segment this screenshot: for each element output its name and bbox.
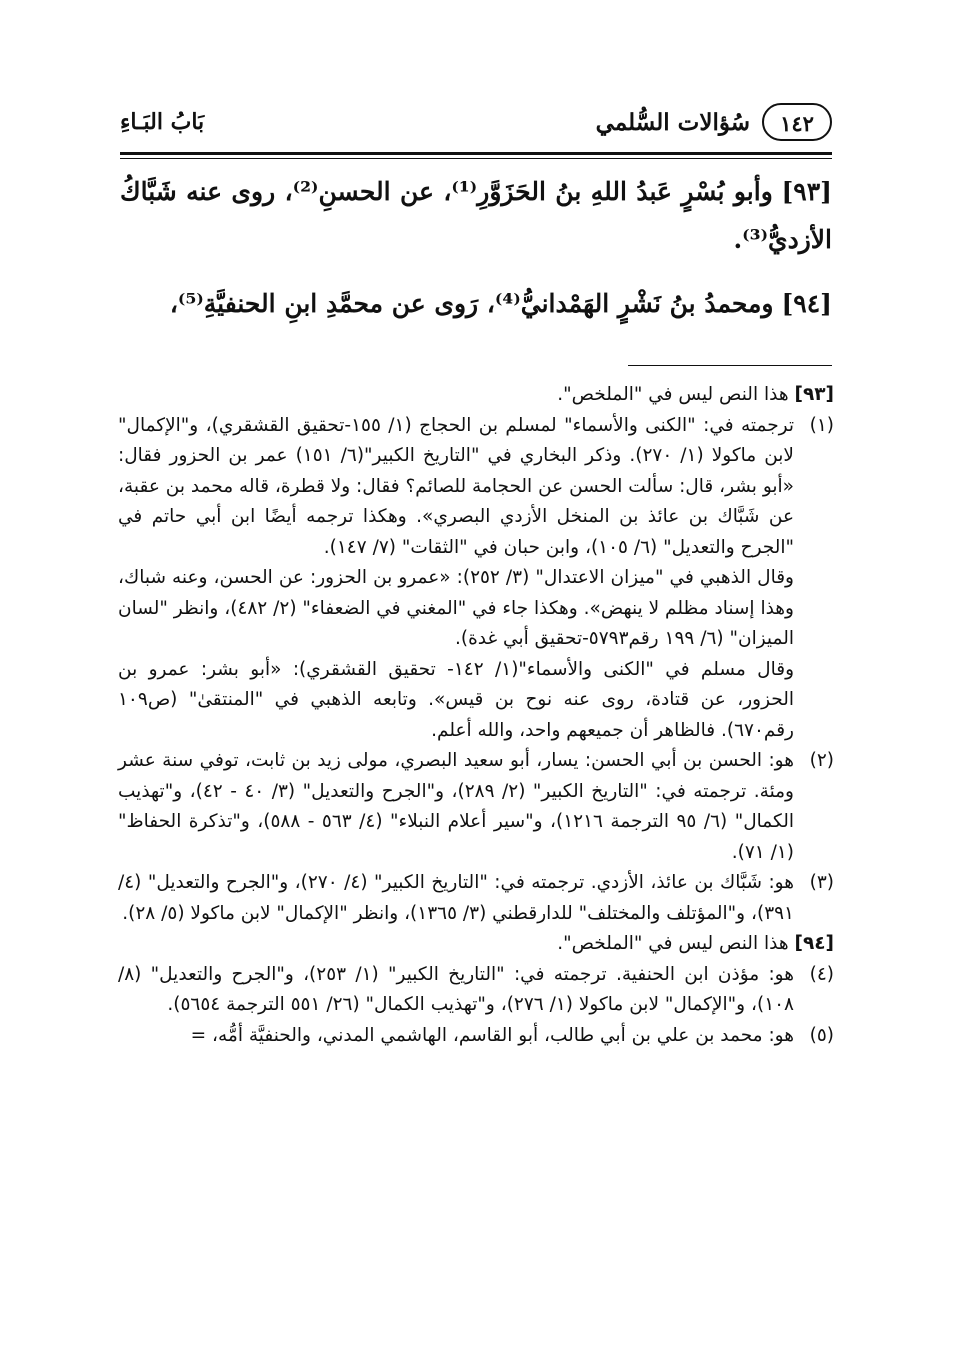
entry-text: وأبو بُسْرٍ عَبدُ اللهِ بنُ الحَزَوَّرِ⁽¹⁾، عن الحسنِ⁽²⁾، روى عنه شَبَّاكُ الأزديُّ⁽³⁾.: [120, 177, 832, 254]
footnote-body: [118, 868, 794, 929]
footnote-marker: (٢): [809, 750, 834, 771]
footnote-body: [118, 411, 794, 747]
section-number: [٩٤]: [794, 933, 834, 954]
footnote-5: [118, 1021, 834, 1052]
entry-text: ومحمدُ بنُ نَشْرٍ الهَمْدانيُّ⁽⁴⁾، رَوى عن محمَّدِ ابنِ الحنفيَّةِ⁽⁵⁾،: [169, 289, 774, 318]
section-note-94: [118, 929, 834, 960]
footnote-marker: (٥): [809, 1024, 834, 1046]
page-header: [120, 95, 832, 151]
running-header-right: [596, 103, 832, 141]
page-number: ١٤٢: [762, 103, 832, 141]
footnote-paragraph: هو: الحسن بن أبي الحسن: يسار، أبو سعيد البصري، مولى زيد بن ثابت، توفي سنة عشر ومئة. ترجمته في: "التاريخ الكبير" (٢/ ٢٨٩)، و"الجرح والتعديل" (٣/ ٤٠ - ٤٢)، و"تهذيب الكمال" (٦/ ٩٥ الترجمة ١٢١٦)، و"سير أعلام النبلاء" (٤/ ٥٦٣ - ٥٨٨)، و"تذكرة الحفاظ" (١/ ٧١).: [118, 750, 794, 863]
footnote-1: [118, 411, 834, 747]
footnote-paragraph: هو: مؤذن ابن الحنفية. ترجمته في: "التاريخ الكبير" (١/ ٢٥٣)، و"الجرح والتعديل" (٨/ ١٠٨)، و"الإكمال" لابن ماكولا (١/ ٢٧٦)، و"تهذيب الكمال" (٢٦/ ٥٥١ الترجمة ٥٦٥٤).: [118, 963, 794, 1015]
footnote-marker: (٣): [809, 872, 834, 893]
footnote-body: [118, 746, 794, 868]
header-rule-thin: [120, 158, 832, 159]
section-number: [٩٣]: [794, 384, 834, 405]
footnote-2: [118, 746, 834, 868]
section-note-93: [118, 380, 834, 411]
footnote-3: [118, 868, 834, 929]
entry-93: [120, 168, 832, 264]
section-note-text: هذا النص ليس في "الملخص".: [557, 933, 789, 954]
footnote-separator: [628, 365, 832, 366]
entry-number: [٩٤]: [781, 289, 832, 318]
book-title: سُؤالات السُّلمي: [595, 108, 750, 136]
entry-number: [٩٣]: [781, 177, 832, 206]
entry-94: [120, 280, 832, 328]
footnote-marker: (١): [809, 414, 834, 436]
footnote-paragraph: هو: شَبَّاك بن عائذ، الأزدي. ترجمته في: "التاريخ الكبير" (٤/ ٢٧٠)، و"الجرح والتعديل" (٤/ ٣٩١)، و"المؤتلف والمختلف" للدارقطني (٣/ ١٣٦٥)، وانظر "الإكمال" لابن ماكولا (٥/ ٢٨).: [118, 872, 794, 924]
footnote-body: [118, 960, 794, 1021]
footnote-body: [118, 1021, 794, 1052]
footnote-paragraph: وقال مسلم في "الكنى والأسماء"(١/ ١٤٢- تحقيق القشقري): «أبو بشر: عمرو بن الحزور، عن قتادة، روى عنه نوح بن قيس». وتابعه الذهبي في "المنتقىٰ" (ص١٠٩ رقم٦٧٠). فالظاهر أن جميعهم واحد، والله أعلم.: [118, 658, 794, 741]
section-note-text: هذا النص ليس في "الملخص".: [557, 384, 789, 405]
footnote-paragraph: هو: محمد بن علي بن أبي طالب، أبو القاسم، الهاشمي المدني، والحنفيَّة أمُّه، =: [190, 1024, 794, 1046]
footnotes: [118, 380, 834, 1051]
footnote-4: [118, 960, 834, 1021]
footnote-marker: (٤): [809, 963, 834, 985]
footnote-paragraph: وقال الذهبي في "ميزان الاعتدال" (٣/ ٢٥٢): «عمرو بن الحزور: عن الحسن، وعنه شباك، وهذا إسناد مظلم لا ينهض». وهكذا جاء في "المغني في الضعفاء" (٢/ ٤٨٢)، وانظر "لسان الميزان" (٦/ ١٩٩ رقم٥٧٩٣-تحقيق أبي غدة).: [118, 567, 794, 649]
footnote-paragraph: ترجمته في: "الكنى والأسماء" لمسلم بن الحجاج (١/ ١٥٥-تحقيق القشقري)، و"الإكمال" لابن ماكولا (١/ ٢٧٠). وذكر البخاري في "التاريخ الكبير"(٦/ ١٥١) عمر بن الحزور فقال: «أبو بشر، قال: سألت الحسن عن الحجامة للصائم؟ فقال: ولا قطرة، قاله محمد بن عقبة، عن شَبَّاك بن عائذ بن المنخل الأزدي البصري». وهكذا ترجمه أيضًا ابن أبي حاتم في "الجرح والتعديل" (٦/ ١٠٥)، وابن حبان في "الثقات" (٧/ ١٤٧).: [118, 414, 795, 558]
main-text: [120, 168, 832, 344]
header-rule-thick: [120, 152, 832, 155]
chapter-title: بَابُ البَـاءِ: [120, 109, 205, 135]
